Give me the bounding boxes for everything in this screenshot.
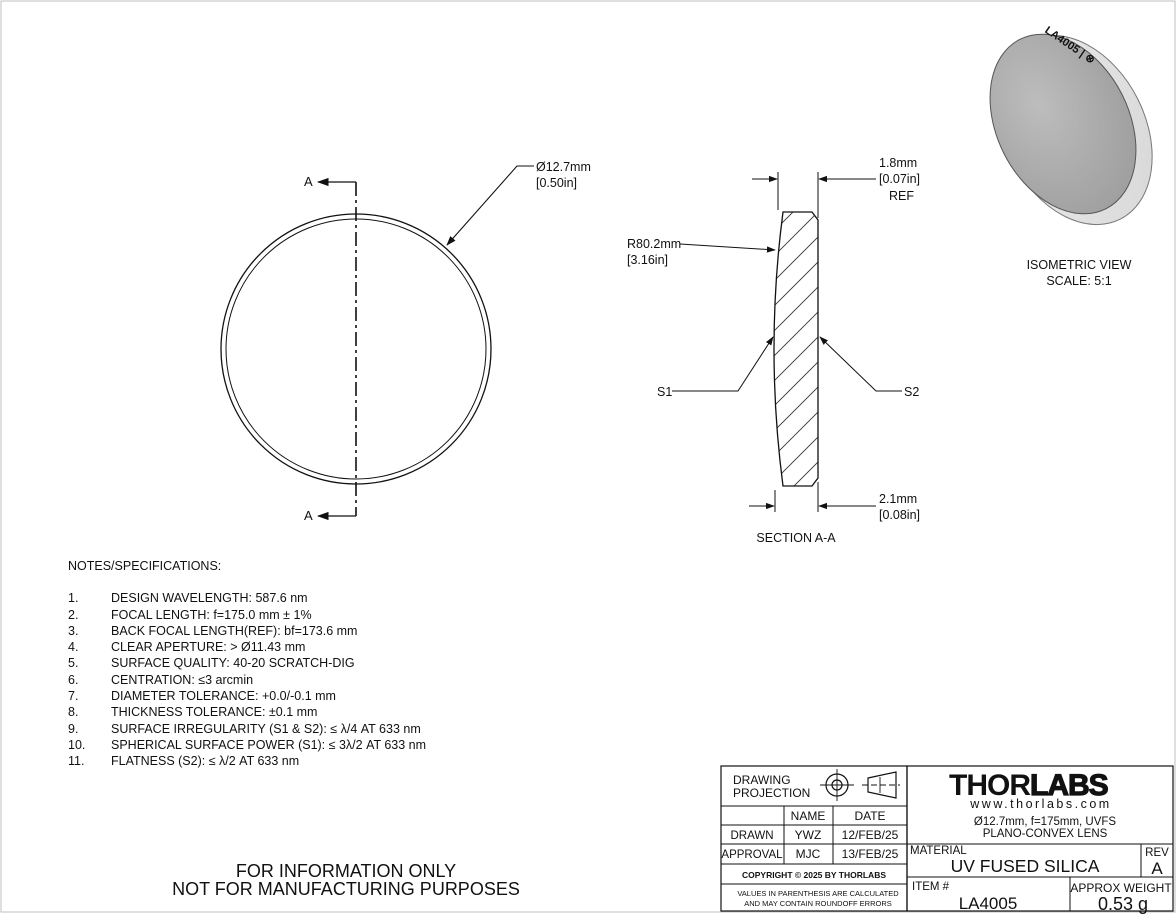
weight-label: APPROX WEIGHT [1070,881,1172,895]
item-value: LA4005 [958,894,1018,913]
description-1: Ø12.7mm, f=175mm, UVFS [973,816,1117,828]
logo-thor: THOR [949,769,1030,802]
note-item [68,672,426,688]
note-item [68,737,426,753]
diameter-label-in: [0.50in] [536,176,578,190]
diameter-label: Ø12.7mm [536,160,591,174]
note-number: 11. [68,754,85,769]
radius-label: R80.2mm [627,237,682,251]
section-letter-top: A [304,174,313,189]
center-thickness: 2.1mm [879,492,918,506]
radius-leader [680,244,775,250]
note-text: DIAMETER TOLERANCE: +0.0/-0.1 mm [111,689,336,704]
drawn-label: DRAWN [730,830,774,842]
disclaimer [160,862,532,898]
note-item [68,623,426,639]
title-block [721,766,1173,914]
rev-label: REV [1145,847,1169,859]
drawn-name: YWZ [794,828,822,842]
thickness-ref: 1.8mm [879,156,918,170]
s2-leader [820,337,902,391]
diameter-leader [447,166,534,245]
note-number: 3. [68,623,79,638]
notes-header: NOTES/SPECIFICATIONS: [68,559,222,573]
note-text: BACK FOCAL LENGTH(REF): bf=173.6 mm [111,623,358,638]
s1-leader [672,337,773,391]
copyright: COPYRIGHT © 2025 BY THORLABS [741,870,887,880]
radius-label-in: [3.16in] [627,253,669,267]
note-number: 5. [68,656,79,671]
thickness-ref-note: REF [889,189,914,203]
note-item [68,639,426,655]
isometric-view [961,9,1176,288]
col-name-header: NAME [790,809,826,823]
note-number: 9. [68,721,79,736]
section-title: SECTION A-A [756,531,836,545]
approval-name: MJC [795,847,821,861]
note-text: SURFACE IRREGULARITY (S1 & S2): ≤ λ/4 AT 633 nm [111,721,421,736]
weight-value: 0.53 g [1097,894,1149,914]
thickness-ref-in: [0.07in] [879,172,921,186]
note-number: 6. [68,672,79,687]
disclaimer-line-2: NOT FOR MANUFACTURING PURPOSES [172,879,520,899]
notes-specifications [68,558,426,770]
note-text: FOCAL LENGTH: f=175.0 mm ± 1% [111,607,312,622]
description-2: PLANO-CONVEX LENS [982,828,1108,840]
note-number: 2. [68,607,79,622]
note-number: 8. [68,705,79,720]
iso-scale: SCALE: 5:1 [1046,274,1112,288]
note-item [68,590,426,606]
iso-title: ISOMETRIC VIEW [1026,258,1132,272]
note-item [68,655,426,671]
note-number: 4. [68,640,79,655]
note-text: SPHERICAL SURFACE POWER (S1): ≤ 3λ/2 AT 633 nm [111,737,427,752]
note-number: 7. [68,689,79,704]
projection-label-2: PROJECTION [733,786,811,800]
note-item [68,721,426,737]
s2-label: S2 [904,385,920,399]
values-note-2: AND MAY CONTAIN ROUNDOFF ERRORS [744,899,892,908]
s1-label: S1 [657,385,673,399]
note-text: CLEAR APERTURE: > Ø11.43 mm [111,640,306,655]
front-view [221,160,591,523]
approval-date: 13/FEB/25 [841,847,899,861]
material-value: UV FUSED SILICA [950,856,1100,876]
note-item [68,704,426,720]
center-thickness-in: [0.08in] [879,508,921,522]
note-text: FLATNESS (S2): ≤ λ/2 AT 633 nm [111,754,300,769]
col-date-header: DATE [854,809,886,823]
rev-value: A [1151,859,1163,878]
section-letter-bottom: A [304,508,313,523]
website: www.thorlabs.com [970,797,1112,811]
note-text: THICKNESS TOLERANCE: ±0.1 mm [111,705,318,720]
note-item [68,753,426,769]
iso-engraving: LA4005 | ⊗ [1042,24,1097,67]
disclaimer-line-1: FOR INFORMATION ONLY [235,861,457,881]
note-number: 10. [68,737,86,752]
projection-label-1: DRAWING [733,773,791,787]
section-view [627,120,920,615]
note-number: 1. [68,591,79,606]
item-label: ITEM # [912,881,950,893]
logo-labs: LABS [1030,769,1108,802]
values-note-1: VALUES IN PARENTHESIS ARE CALCULATED [737,889,899,898]
approval-label: APPROVAL [721,849,783,861]
drawn-date: 12/FEB/25 [841,828,899,842]
note-text: DESIGN WAVELENGTH: 587.6 nm [111,591,308,606]
note-text: SURFACE QUALITY: 40-20 SCRATCH-DIG [111,656,355,671]
note-text: CENTRATION: ≤3 arcmin [111,672,254,687]
material-label: MATERIAL [910,845,967,857]
projection-symbol-icon [820,769,900,801]
note-item [68,607,426,623]
note-item [68,688,426,704]
